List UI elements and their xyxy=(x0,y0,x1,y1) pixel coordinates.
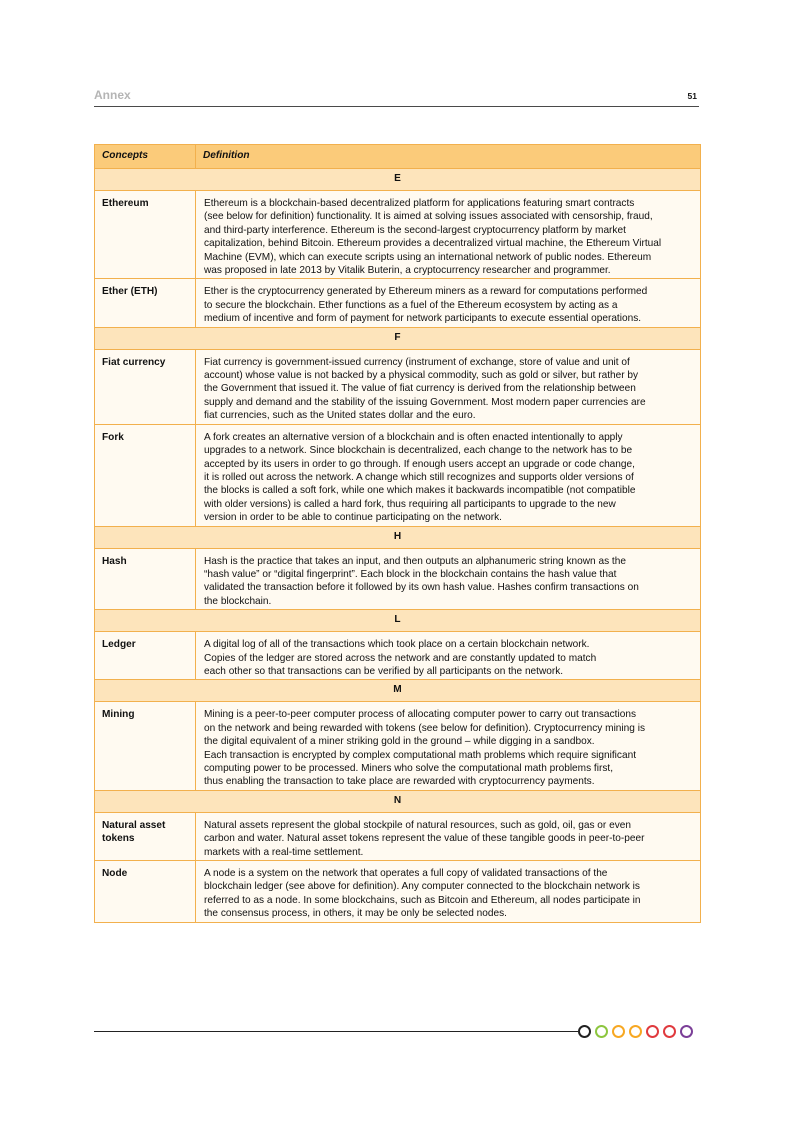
section-letter: M xyxy=(95,680,701,702)
definition-line: it is rolled out across the network. A change which still recognizes and supports older versions of xyxy=(204,471,634,483)
definition-line: Hash is the practice that takes an input, and then outputs an alphanumeric string known as the xyxy=(204,555,626,567)
footer-dot xyxy=(578,1025,591,1038)
footer-dot xyxy=(646,1025,659,1038)
letter-row xyxy=(95,169,701,191)
definition-line: validated the transaction before it followed by its own hash value. Hashes confirm transactions on xyxy=(204,582,639,594)
definition-cell xyxy=(196,191,701,279)
definition-line: each other so that transactions can be verified by all participants on the network. xyxy=(204,665,564,677)
definition-line: Fiat currency is government-issued currency (instrument of exchange, store of value and unit of xyxy=(204,356,630,368)
footer-dot xyxy=(612,1025,625,1038)
footer-dot xyxy=(629,1025,642,1038)
definition-cell xyxy=(196,632,701,680)
table-row xyxy=(95,424,701,526)
footer-dot xyxy=(595,1025,608,1038)
definition-line: Natural assets represent the global stockpile of natural resources, such as gold, oil, gas or even xyxy=(204,819,631,831)
table-row xyxy=(95,632,701,680)
table-row xyxy=(95,279,701,327)
section-letter: F xyxy=(95,327,701,349)
definition-line: on the network and being rewarded with tokens (see below for definition). Cryptocurrency mining is xyxy=(204,722,645,734)
table-row xyxy=(95,861,701,923)
definition-line: account) whose value is not backed by a physical commodity, such as gold or silver, but rather by xyxy=(204,370,639,382)
section-letter: H xyxy=(95,526,701,548)
definition-line: capitalization, behind Bitcoin. Ethereum provides a decentralized virtual machine, the Ethereum Virtual xyxy=(204,238,662,250)
footer-dot xyxy=(663,1025,676,1038)
definition-cell xyxy=(196,812,701,860)
table-row xyxy=(95,191,701,279)
footer-rule xyxy=(94,1031,578,1032)
column-header-definition: Definition xyxy=(196,145,701,169)
definition-line: to secure the blockchain. Ether functions as a fuel of the Ethereum ecosystem by acting as a xyxy=(204,299,618,311)
definition-line: and third-party interference. Ethereum is the second-largest cryptocurrency platform by market xyxy=(204,224,626,236)
section-letter: L xyxy=(95,610,701,632)
definition-cell xyxy=(196,702,701,790)
definition-line: computing power to be processed. Miners who solve the computational math problems first, xyxy=(204,763,613,774)
definition-line: Ether is the cryptocurrency generated by Ethereum miners as a reward for computations performed xyxy=(204,286,648,298)
definition-cell xyxy=(196,548,701,610)
definition-cell xyxy=(196,861,701,923)
definition-line: medium of incentive and form of payment for network participants to execute essential operations. xyxy=(204,313,642,325)
definition-line: A fork creates an alternative version of a blockchain and is often enacted intentionally to apply xyxy=(204,431,623,443)
page-number: 51 xyxy=(687,91,697,101)
concept-cell: Ethereum xyxy=(95,191,196,279)
table-row xyxy=(95,812,701,860)
footer-dot xyxy=(680,1025,693,1038)
table-row xyxy=(95,702,701,790)
definition-line: accepted by its users in order to go through. If enough users accept an upgrade or code change, xyxy=(204,458,635,470)
concept-cell: Natural asset tokens xyxy=(95,812,196,860)
column-header-concepts: Concepts xyxy=(95,145,196,169)
definition-line: fiat currencies, such as the United states dollar and the euro. xyxy=(204,410,476,422)
definition-line: the blockchain. xyxy=(204,595,272,607)
section-letter: E xyxy=(95,169,701,191)
letter-row xyxy=(95,790,701,812)
definition-line: “hash value” or “digital fingerprint”. Each block in the blockchain contains the hash value that xyxy=(204,568,617,580)
definition-line: the Government that issued it. The value of fiat currency is derived from the relationship between xyxy=(204,383,636,395)
definition-line: the consensus process, in others, it may be only be selected nodes. xyxy=(204,908,507,920)
footer-decoration xyxy=(94,1024,700,1040)
definition-line: the blocks is called a soft fork, while one which makes it backwards incompatible (not compatible xyxy=(204,485,636,497)
concept-cell: Node xyxy=(95,861,196,923)
section-letter: N xyxy=(95,790,701,812)
definition-cell xyxy=(196,424,701,526)
definition-line: Ethereum is a blockchain-based decentralized platform for applications featuring smart contracts xyxy=(204,198,635,209)
table-header-row xyxy=(95,145,701,169)
definition-line: referred to as a node. In some blockchains, such as Bitcoin and Ethereum, all nodes participate in xyxy=(204,894,641,906)
definition-line: version in order to be able to continue participating on the network. xyxy=(204,512,502,524)
definition-line: supply and demand and the stability of the issuing Government. Most modern paper currencies are xyxy=(204,396,646,408)
definition-line: carbon and water. Natural asset tokens represent the value of these tangible goods in peer-to-peer xyxy=(204,833,645,845)
concept-cell: Mining xyxy=(95,702,196,790)
definition-line: markets with a real-time settlement. xyxy=(204,846,364,858)
letter-row xyxy=(95,526,701,548)
definition-line: upgrades to a network. Since blockchain is decentralized, each change to the network has to be xyxy=(204,445,633,457)
table-row xyxy=(95,349,701,424)
letter-row xyxy=(95,680,701,702)
section-title: Annex xyxy=(94,88,131,102)
letter-row xyxy=(95,610,701,632)
definition-line: Mining is a peer-to-peer computer process of allocating computer power to carry out transactions xyxy=(204,709,636,721)
definition-line: A digital log of all of the transactions which took place on a certain blockchain network. xyxy=(204,639,590,651)
page-header xyxy=(94,88,699,107)
concept-cell: Fork xyxy=(95,424,196,526)
concept-cell: Hash xyxy=(95,548,196,610)
table-row xyxy=(95,548,701,610)
definition-line: the digital equivalent of a miner striking gold in the ground – while digging in a sandbox. xyxy=(204,736,595,748)
definition-cell xyxy=(196,349,701,424)
definition-line: was proposed in late 2013 by Vitalik Buterin, a cryptocurrency researcher and programmer. xyxy=(204,265,611,277)
definition-line: (see below for definition) functionality. It is aimed at solving issues associated with censorship, fraud, xyxy=(204,211,653,223)
definition-line: blockchain ledger (see above for definition). Any computer connected to the blockchain network is xyxy=(204,881,640,893)
definition-line: A node is a system on the network that operates a full copy of validated transactions of the xyxy=(204,868,608,880)
concept-cell: Fiat currency xyxy=(95,349,196,424)
concept-cell: Ether (ETH) xyxy=(95,279,196,327)
definition-line: thus enabling the transaction to take place are rewarded with cryptocurrency payments. xyxy=(204,776,595,788)
concept-cell: Ledger xyxy=(95,632,196,680)
glossary-body xyxy=(95,169,701,923)
letter-row xyxy=(95,327,701,349)
glossary-table xyxy=(94,144,701,923)
definition-line: with older versions) is called a hard fork, thus requiring all participants to upgrade to the new xyxy=(204,498,616,510)
definition-line: Each transaction is encrypted by complex computational math problems which require significant xyxy=(204,749,637,761)
definition-cell xyxy=(196,279,701,327)
definition-line: Copies of the ledger are stored across the network and are constantly updated to match xyxy=(204,652,597,664)
definition-line: Machine (EVM), which can execute scripts using an international network of public nodes. Ethereum xyxy=(204,251,652,263)
